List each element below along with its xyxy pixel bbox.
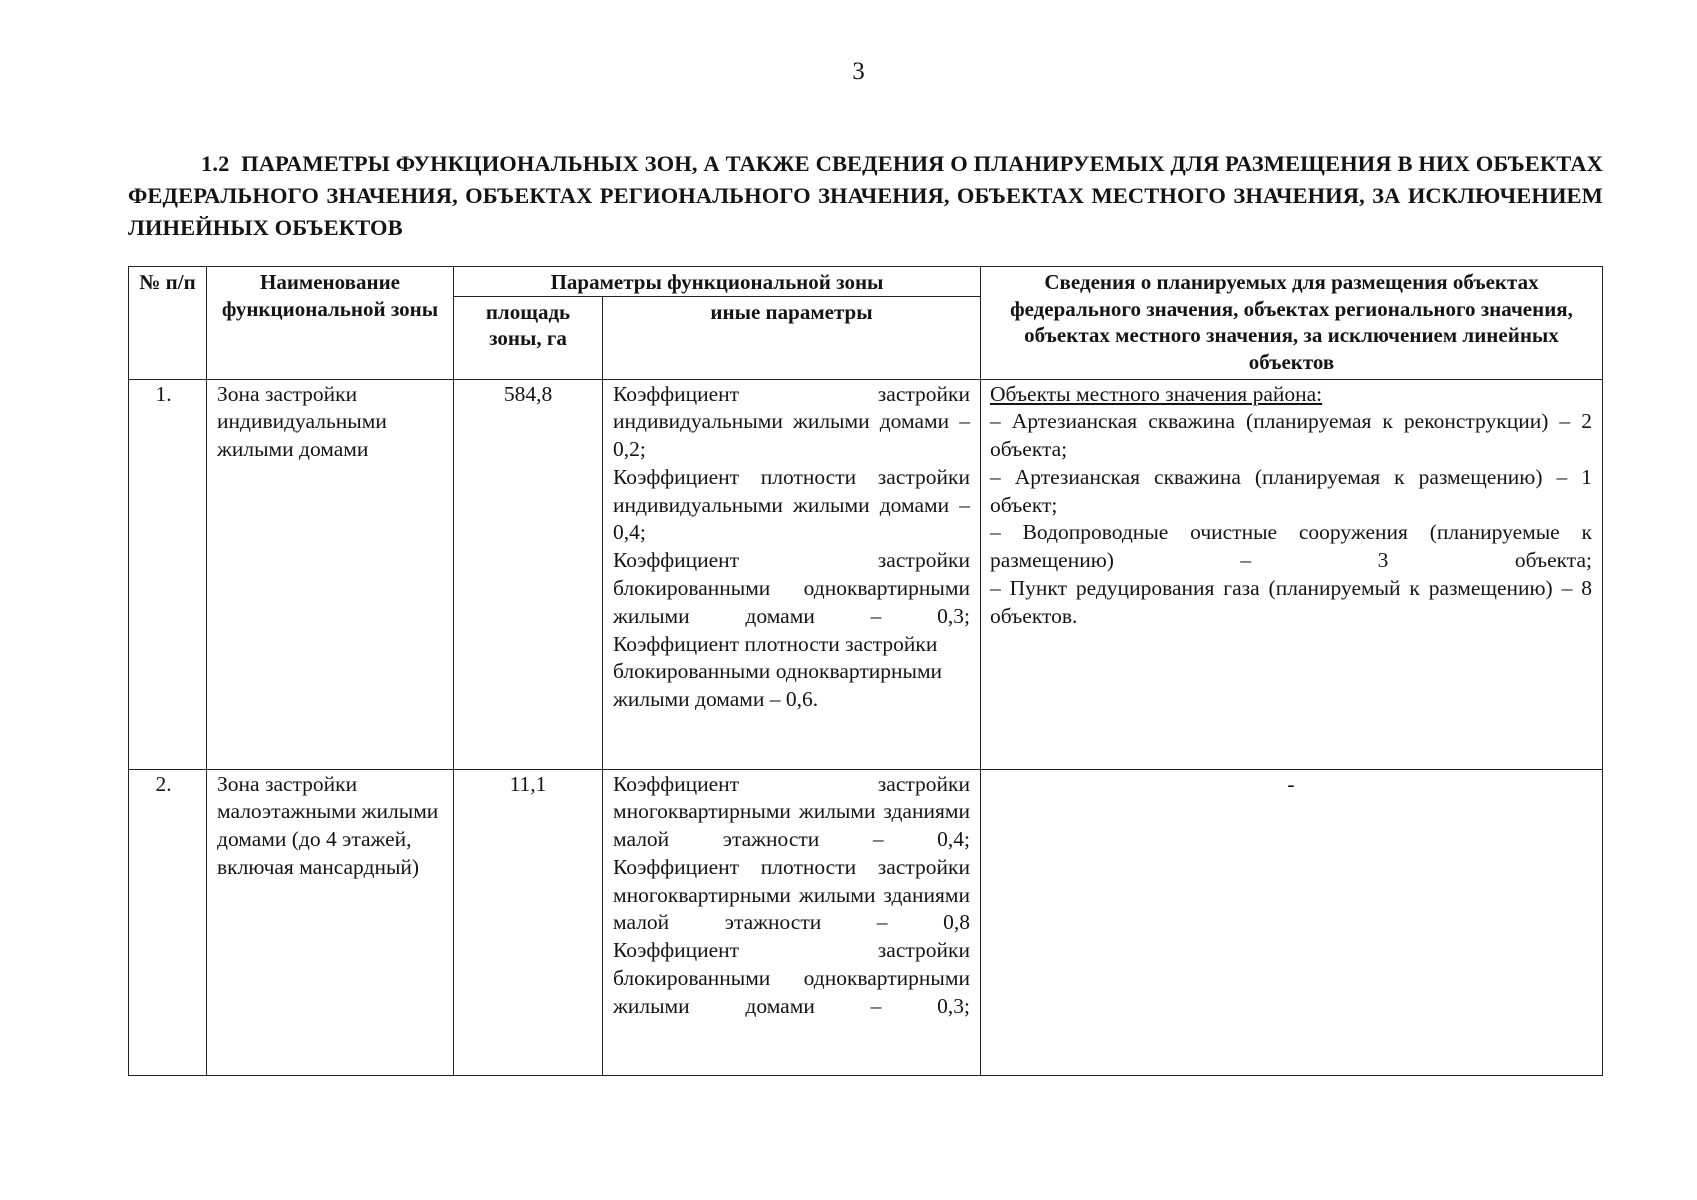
header-zone-name: Наименование функциональной зоны	[207, 267, 454, 380]
row-number: 2.	[129, 769, 207, 1075]
param-item: Коэффициент плотности застройки блокированными одноквартирными жилыми домами – 0,6.	[613, 631, 943, 712]
table-header-row	[129, 267, 1603, 297]
object-item: – Артезианская скважина (планируемая к размещению) – 1 объект;	[990, 464, 1592, 517]
table-row	[129, 769, 1603, 1075]
functional-zones-table	[128, 266, 1603, 1076]
param-item: Коэффициент застройки блокированными одноквартирными жилыми домами – 0,3;	[613, 548, 970, 628]
zone-name: Зона застройки малоэтажными жилыми домами (до 4 этажей, включая мансардный)	[207, 769, 454, 1075]
section-title	[128, 148, 1603, 244]
header-params-group: Параметры функциональной зоны	[454, 267, 981, 297]
zone-params	[603, 379, 981, 769]
zone-area: 584,8	[454, 379, 603, 769]
object-item: – Артезианская скважина (планируемая к реконструкции) – 2 объекта;	[990, 409, 1592, 462]
objects-heading: Объекты местного значения района:	[990, 381, 1323, 406]
param-item: Коэффициент застройки блокированными одноквартирными жилыми домами – 0,3;	[613, 938, 970, 1018]
table-row	[129, 379, 1603, 769]
object-item: – Водопроводные очистные сооружения (планируемые к размещению) – 3 объекта;	[990, 520, 1592, 573]
page-number: 3	[852, 58, 865, 85]
section-number: 1.2	[201, 151, 230, 176]
zone-name: Зона застройки индивидуальными жилыми домами	[207, 379, 454, 769]
header-other-params: иные параметры	[603, 296, 981, 379]
param-item: Коэффициент застройки индивидуальными жилыми домами – 0,2;	[613, 381, 970, 462]
section-title-text: ПАРАМЕТРЫ ФУНКЦИОНАЛЬНЫХ ЗОН, А ТАКЖЕ СВЕДЕНИЯ О ПЛАНИРУЕМЫХ ДЛЯ РАЗМЕЩЕНИЯ В НИХ ОБЪЕКТАХ ФЕДЕРАЛЬНОГО ЗНАЧЕНИЯ, ОБЪЕКТАХ РЕГИОНАЛЬНОГО ЗНАЧЕНИЯ, ОБЪЕКТАХ МЕСТНОГО ЗНАЧЕНИЯ, ЗА ИСКЛЮЧЕНИЕМ ЛИНЕЙНЫХ ОБЪЕКТОВ	[128, 151, 1603, 240]
object-item: – Пункт редуцирования газа (планируемый к размещению) – 8 объектов.	[990, 576, 1592, 628]
header-area: площадь зоны, га	[454, 296, 603, 379]
header-planned-objects: Сведения о планируемых для размещения объектах федерального значения, объектах регионального значения, объектах местного значения, за исключением линейных объектов	[981, 267, 1603, 380]
param-item: Коэффициент застройки многоквартирными жилыми зданиями малой этажности – 0,4;	[613, 771, 970, 852]
param-item: Коэффициент плотности застройки индивидуальными жилыми домами – 0,4;	[613, 464, 970, 545]
zone-area: 11,1	[454, 769, 603, 1075]
zone-params	[603, 769, 981, 1075]
row-number: 1.	[129, 379, 207, 769]
header-num: № п/п	[129, 267, 207, 380]
planned-objects	[981, 379, 1603, 769]
param-item: Коэффициент плотности застройки многоквартирными жилыми зданиями малой этажности – 0,8	[613, 854, 970, 935]
planned-objects	[981, 769, 1603, 1075]
no-objects-dash: -	[1287, 771, 1295, 796]
